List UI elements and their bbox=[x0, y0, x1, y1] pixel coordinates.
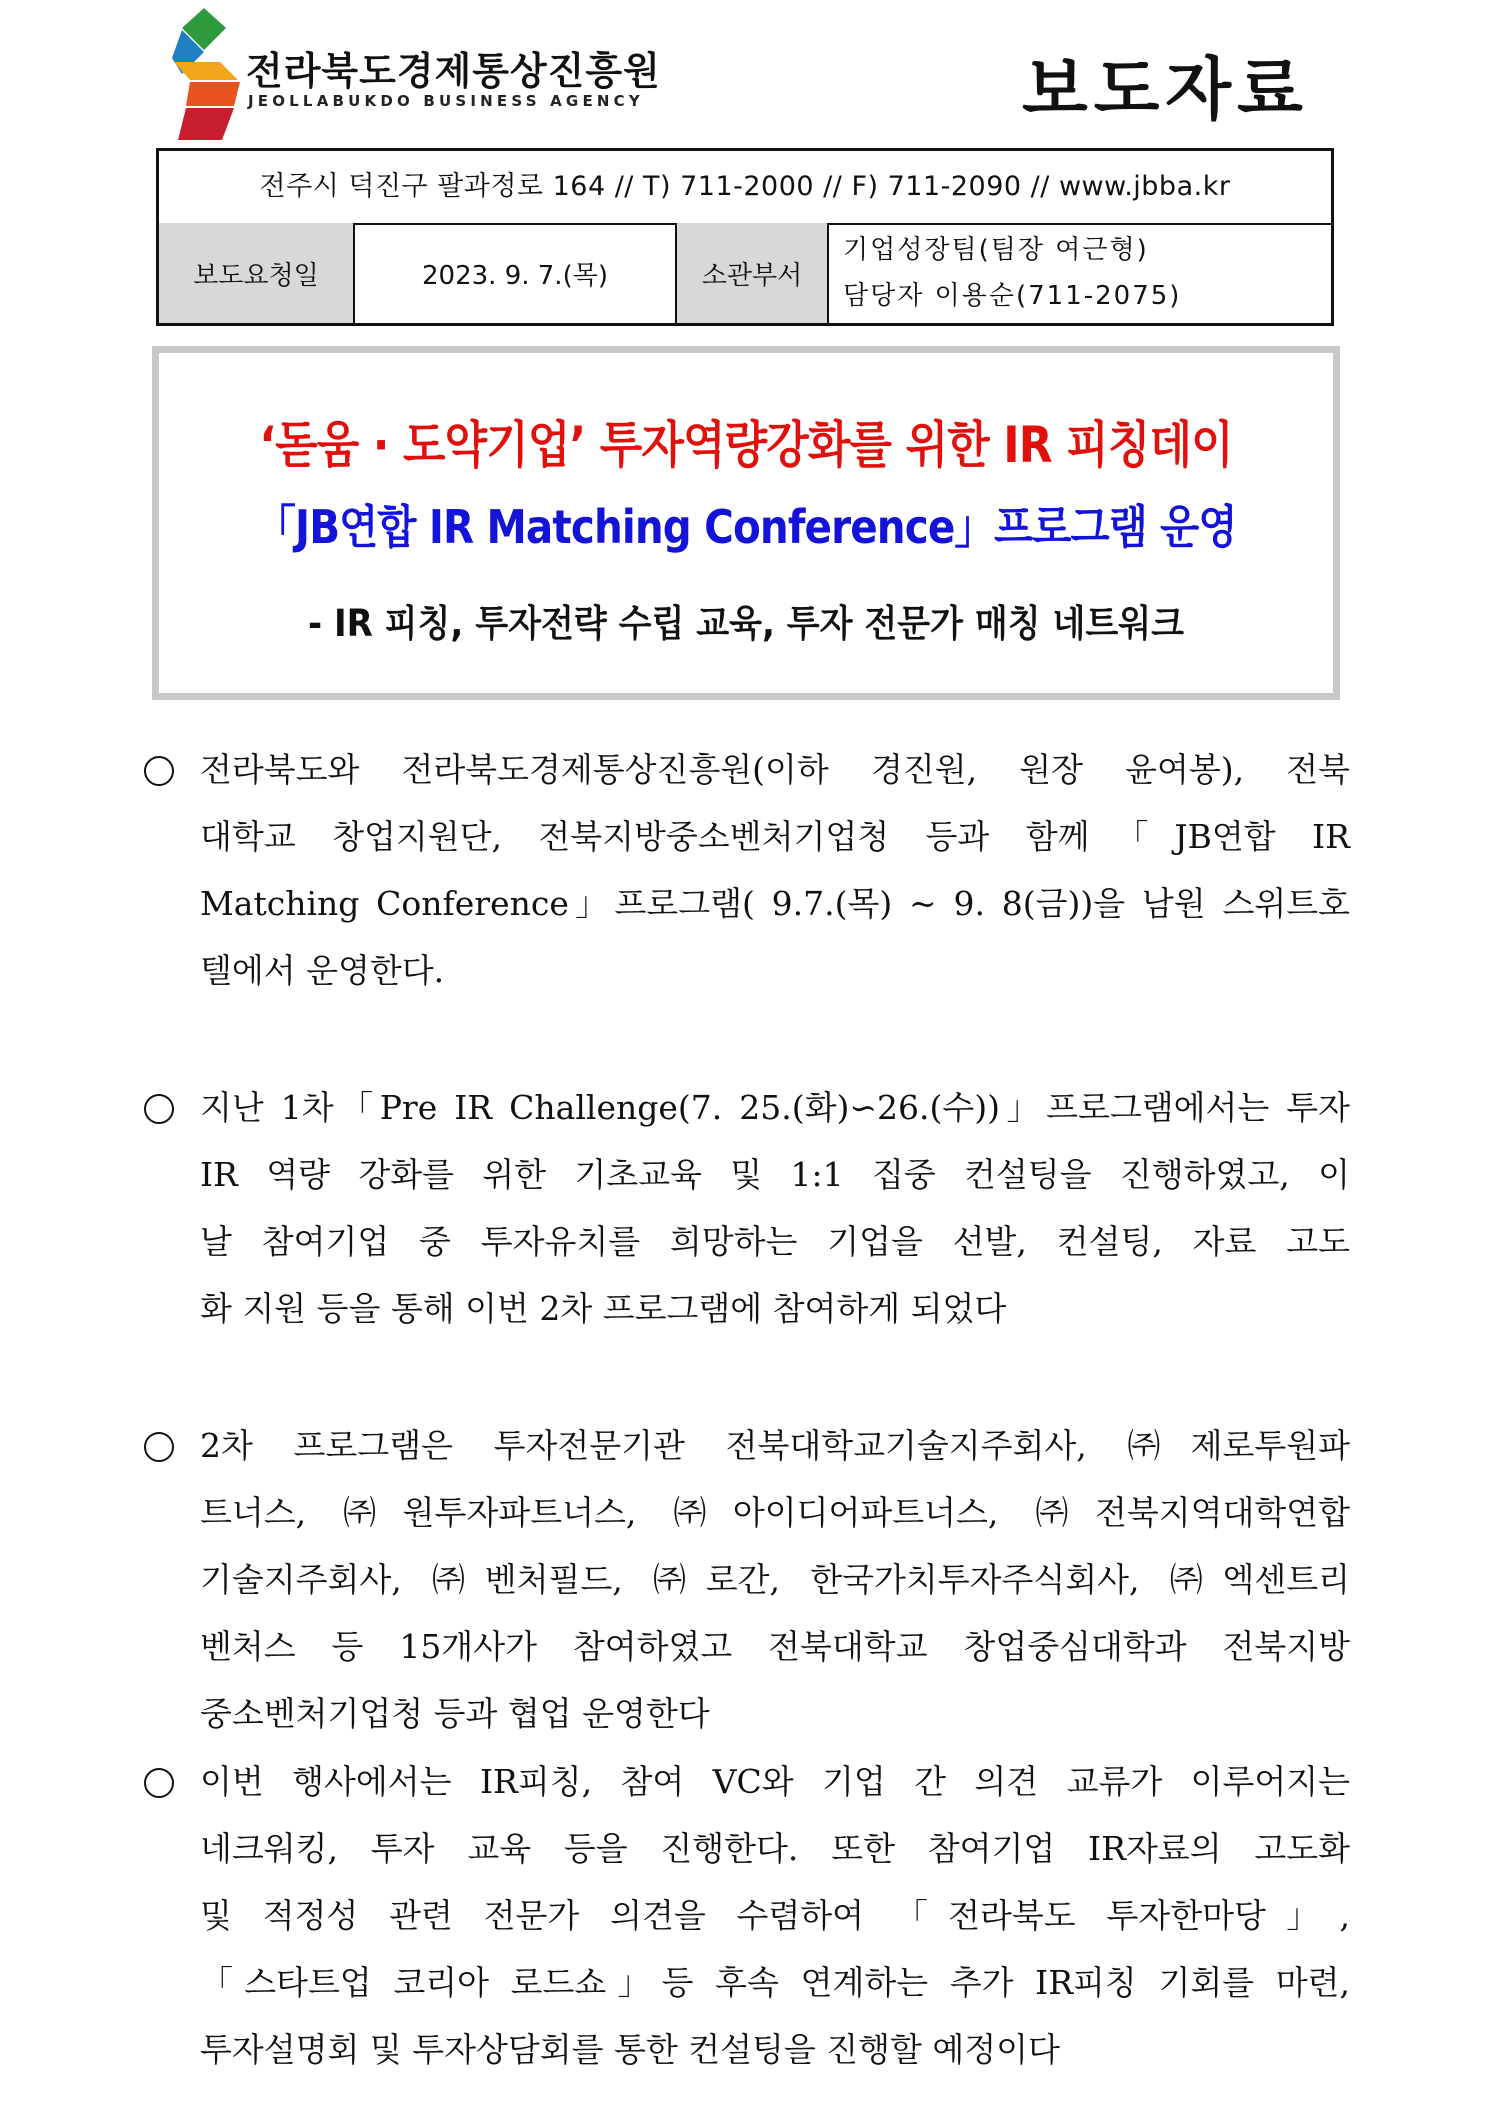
circle-bullet-icon bbox=[144, 1432, 174, 1462]
dept-contact: 담당자 이용순(711-2075) bbox=[843, 281, 1182, 311]
doc-type-title: 보도자료 bbox=[1022, 51, 1309, 130]
headline-main: ‘돋움 · 도약기업’ 투자역량강화를 위한 IR 피칭데이 bbox=[259, 416, 1233, 474]
circle-bullet-icon bbox=[144, 756, 174, 786]
paragraph-line: Matching Conference」프로그램( 9.7.(목) ~ 9. 8(금))을 남원 스위트호 bbox=[200, 884, 1350, 923]
headline-program: 「JB연합 IR Matching Conference」프로그램 운영 bbox=[255, 500, 1237, 554]
headline-subtitle: - IR 피칭, 투자전략 수립 교육, 투자 전문가 매칭 네트워크 bbox=[307, 602, 1185, 645]
paragraph-line: 텔에서 운영한다. bbox=[200, 951, 445, 990]
dept-team: 기업성장팀(팀장 여근형) bbox=[843, 235, 1149, 265]
paragraph-line: IR 역량 강화를 위한 기초교육 및 1:1 집중 컨설팅을 진행하였고, 이 bbox=[200, 1155, 1350, 1194]
dept-label: 소관부서 bbox=[677, 223, 829, 323]
header bbox=[0, 0, 1488, 150]
paragraph-line: 벤처스 등 15개사가 참여하였고 전북대학교 창업중심대학과 전북지방 bbox=[200, 1627, 1350, 1666]
org-name-en: JEOLLABUKDO BUSINESS AGENCY bbox=[248, 92, 644, 110]
paragraph-line: 2차 프로그램은 투자전문기관 전북대학교기술지주회사, ㈜제로투원파 bbox=[200, 1426, 1350, 1465]
date-value: 2023. 9. 7.(목) bbox=[355, 223, 677, 323]
paragraph-line: 전라북도와 전라북도경제통상진흥원(이하 경진원, 원장 윤여봉), 전북 bbox=[200, 750, 1350, 789]
info-table bbox=[156, 148, 1334, 326]
paragraph-line: 화 지원 등을 통해 이번 2차 프로그램에 참여하게 되었다 bbox=[200, 1289, 1007, 1328]
paragraph-line: 투자설명회 및 투자상담회를 통한 컨설팅을 진행할 예정이다 bbox=[200, 2030, 1060, 2069]
paragraph-line: 날 참여기업 중 투자유치를 희망하는 기업을 선발, 컨설팅, 자료 고도 bbox=[200, 1222, 1350, 1261]
paragraph-line: 기술지주회사, ㈜벤처필드, ㈜로간, 한국가치투자주식회사, ㈜엑센트리 bbox=[200, 1560, 1350, 1599]
paragraph-line: 대학교 창업지원단, 전북지방중소벤처기업청 등과 함께「JB연합 IR bbox=[200, 817, 1350, 856]
headline-box bbox=[152, 346, 1340, 700]
paragraph-line: 및 적정성 관련 전문가 의견을 수렴하여 「전라북도 투자한마당」, bbox=[200, 1896, 1350, 1935]
contact-address: 전주시 덕진구 팔과정로 164 // T) 711-2000 // F) 711-2090 // www.jbba.kr bbox=[159, 151, 1331, 225]
circle-bullet-icon bbox=[144, 1094, 174, 1124]
paragraph-line: 트너스, ㈜원투자파트너스, ㈜아이디어파트너스, ㈜전북지역대학연합 bbox=[200, 1493, 1350, 1532]
date-label: 보도요청일 bbox=[159, 223, 355, 323]
dept-value bbox=[829, 223, 1331, 323]
paragraph-line: 지난 1차「Pre IR Challenge(7. 25.(화)∽26.(수))」프로그램에서는 투자 bbox=[200, 1088, 1350, 1127]
circle-bullet-icon bbox=[144, 1768, 174, 1798]
paragraph-line: 이번 행사에서는 IR피칭, 참여 VC와 기업 간 의견 교류가 이루어지는 bbox=[200, 1762, 1350, 1801]
org-name-ko: 전라북도경제통상진흥원 bbox=[246, 49, 661, 93]
paragraph-line: 「스타트업 코리아 로드쇼」등 후속 연계하는 추가 IR피칭 기회를 마련, bbox=[200, 1963, 1350, 2002]
paragraph-line: 네크워킹, 투자 교육 등을 진행한다. 또한 참여기업 IR자료의 고도화 bbox=[200, 1829, 1350, 1868]
paragraph-line: 중소벤처기업청 등과 협업 운영한다 bbox=[200, 1694, 710, 1733]
